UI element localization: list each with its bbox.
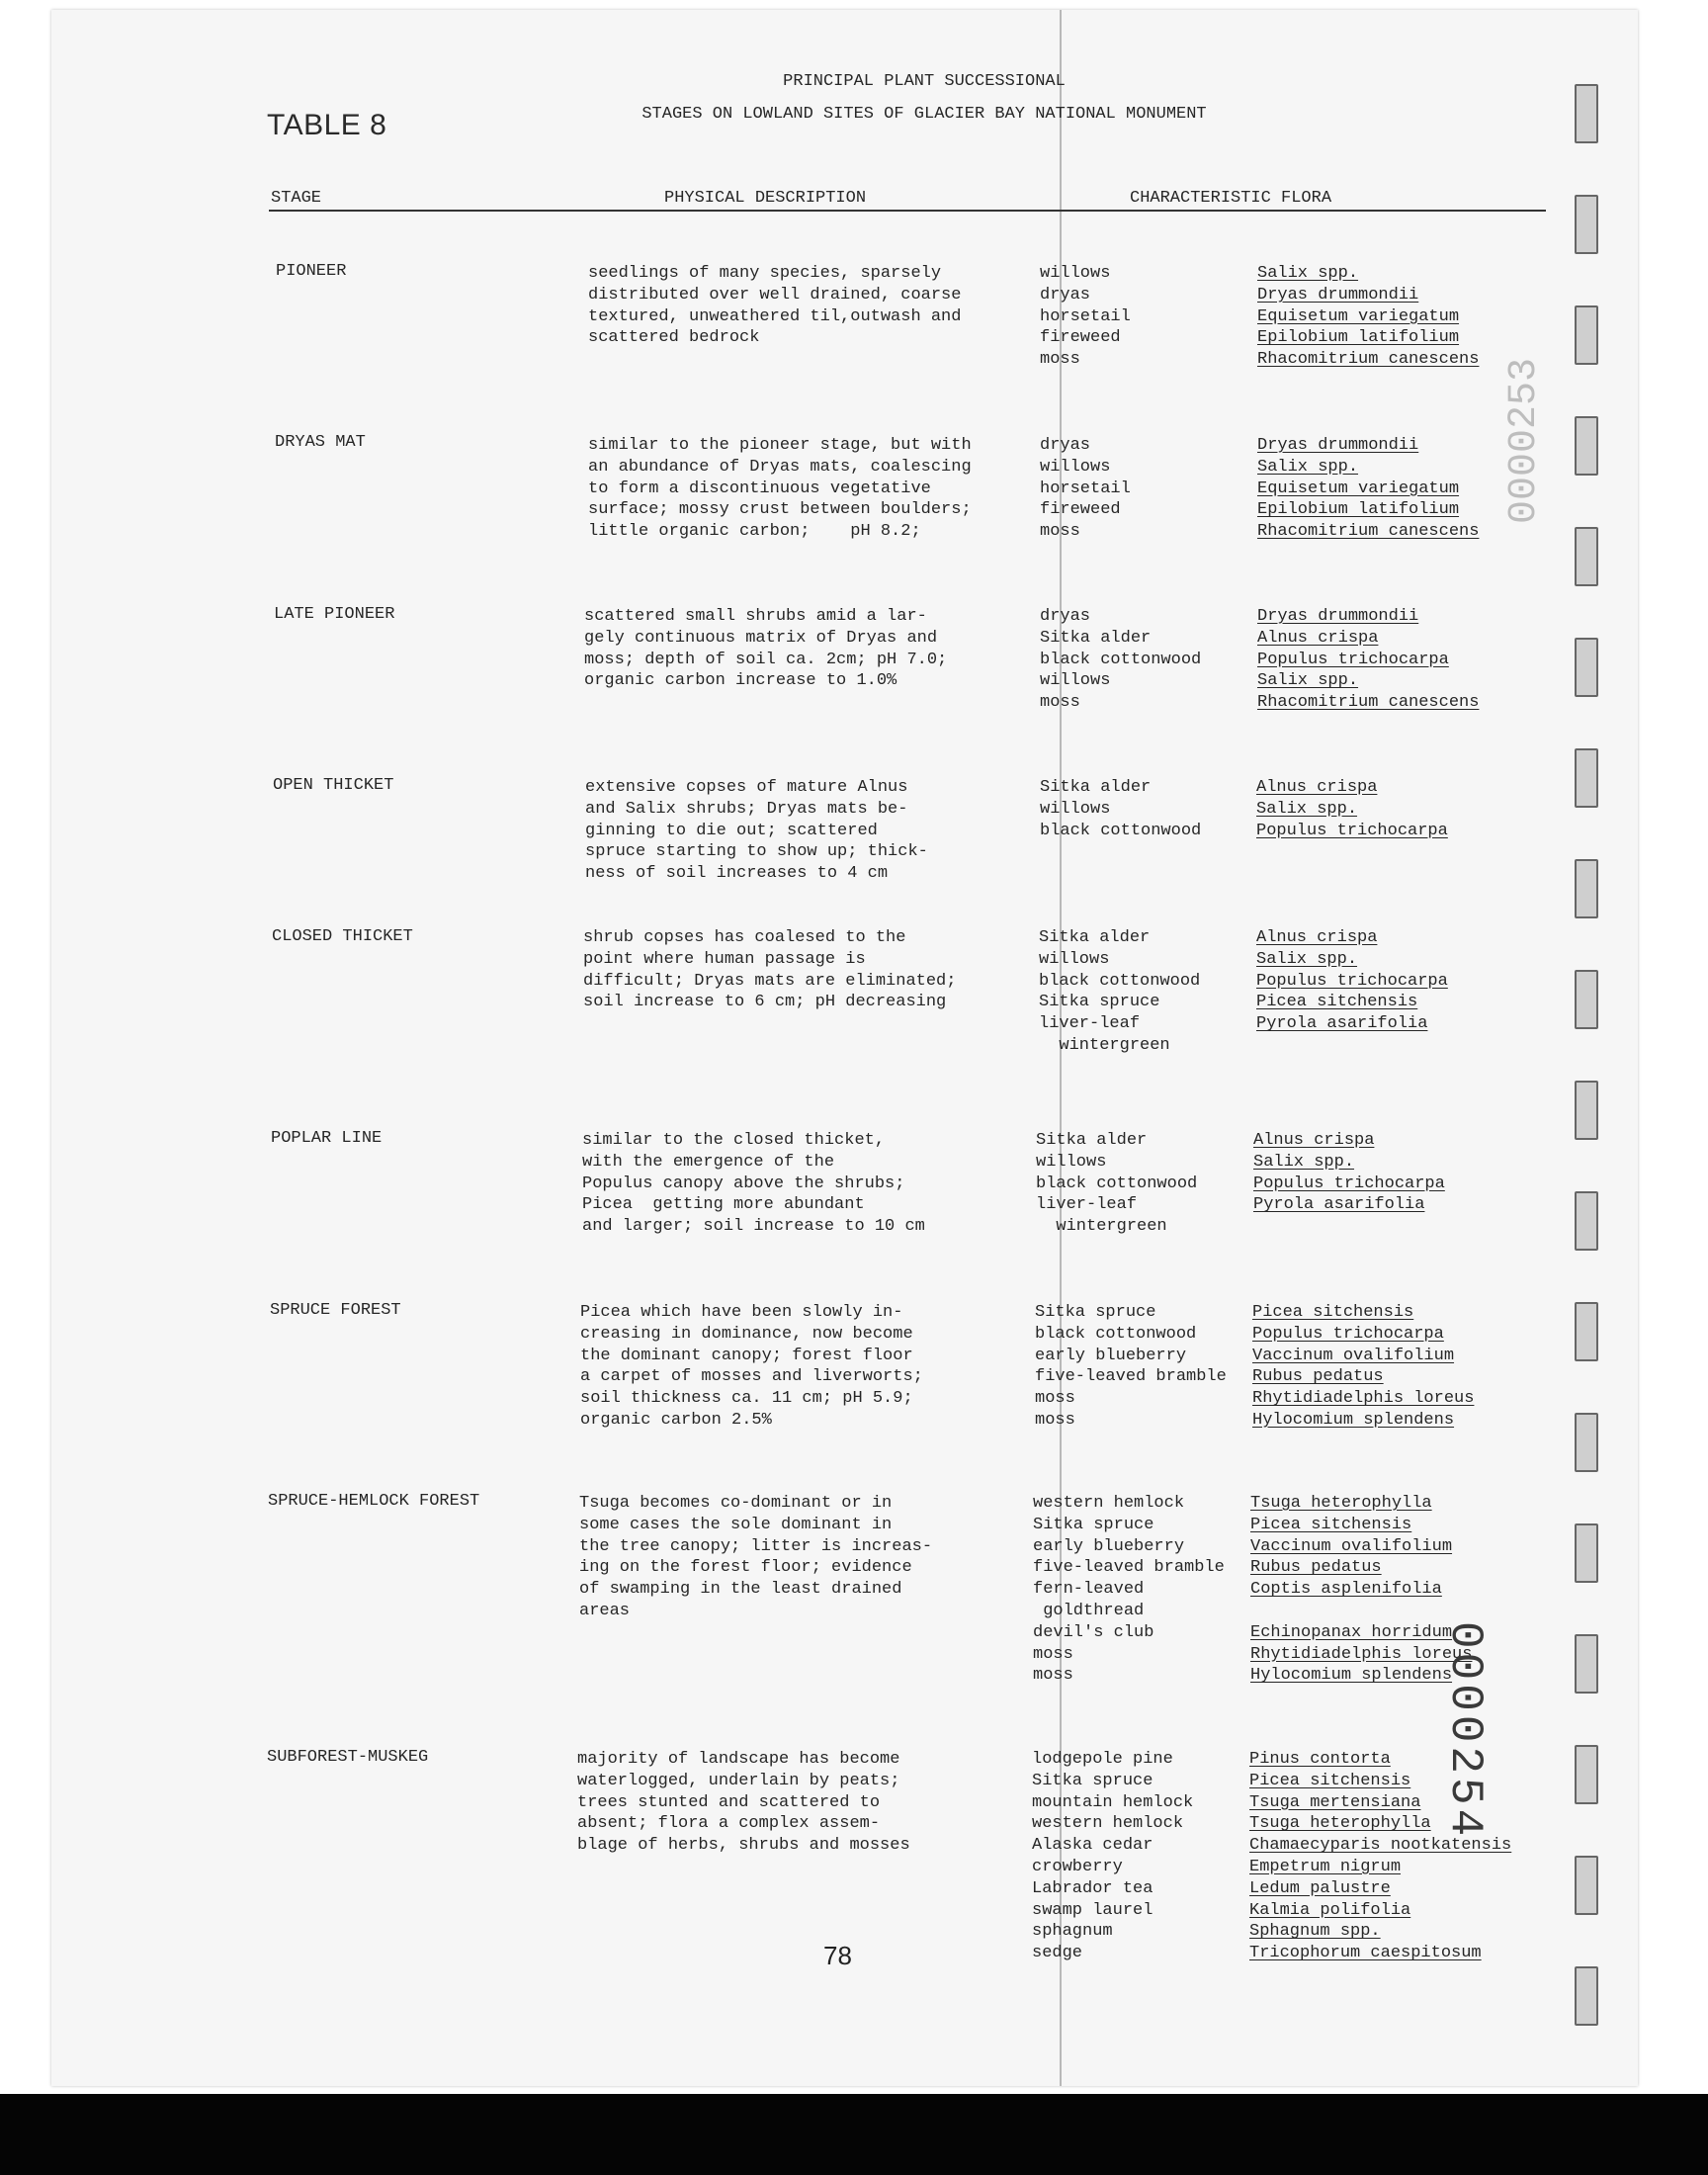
stage-name: DRYAS MAT: [275, 433, 366, 452]
binding-slot: [1575, 1191, 1598, 1251]
flora-scientific-names: Picea sitchensis Populus trichocarpa Vaccinum ovalifolium Rubus pedatus Rhytidiadelphis loreus Hylocomium splendens: [1252, 1303, 1475, 1430]
binding-slot: [1575, 1745, 1598, 1804]
flora-common-names: Sitka alder willows black cottonwood Sitka spruce liver-leaf wintergreen: [1039, 928, 1201, 1055]
scanner-bottom-band: [0, 2094, 1708, 2175]
flora-scientific-names: Dryas drummondii Salix spp. Equisetum variegatum Epilobium latifolium Rhacomitrium canescens: [1257, 436, 1480, 542]
stage-name: OPEN THICKET: [273, 776, 394, 795]
page-stamp-number: 0000254: [1439, 1621, 1491, 1841]
binding-slot: [1575, 1634, 1598, 1694]
binding-slot: [1575, 1523, 1598, 1583]
binding-slot: [1575, 748, 1598, 808]
binding-holes: [1575, 84, 1598, 2061]
binding-slot: [1575, 416, 1598, 476]
flora-scientific-names: Tsuga heterophylla Picea sitchensis Vaccinum ovalifolium Rubus pedatus Coptis asplenifolia Echinopanax horridum Rhytidiadelphis loreus Hylocomium splendens: [1250, 1494, 1473, 1686]
faint-page-stamp: 0000253: [1502, 357, 1547, 524]
column-header-stage: STAGE: [271, 189, 322, 208]
flora-scientific-names: Alnus crispa Salix spp. Populus trichocarpa: [1256, 778, 1448, 840]
binding-slot: [1575, 527, 1598, 586]
binding-slot: [1575, 1856, 1598, 1915]
stage-name: LATE PIONEER: [274, 605, 395, 624]
physical-description: Tsuga becomes co-dominant or in some cases the sole dominant in the tree canopy; litter is increas- ing on the forest floor; evidence of swamping in the least drained areas: [579, 1494, 933, 1620]
binding-slot: [1575, 84, 1598, 143]
page-number: 78: [823, 1941, 852, 1970]
flora-scientific-names: Alnus crispa Salix spp. Populus trichocarpa Pyrola asarifolia: [1253, 1131, 1445, 1215]
physical-description: majority of landscape has become waterlogged, underlain by peats; trees stunted and scattered to absent; flora a complex assem- blage of herbs, shrubs and mosses: [577, 1750, 910, 1856]
stage-name: SPRUCE-HEMLOCK FOREST: [268, 1492, 480, 1511]
stage-name: CLOSED THICKET: [272, 927, 413, 946]
flora-common-names: dryas Sitka alder black cottonwood willows moss: [1040, 607, 1202, 713]
flora-common-names: Sitka spruce black cottonwood early blueberry five-leaved bramble moss moss: [1035, 1303, 1227, 1430]
table-title-line1: PRINCIPAL PLANT SUCCESSIONAL: [783, 72, 1066, 91]
binding-slot: [1575, 195, 1598, 254]
physical-description: extensive copses of mature Alnus and Salix shrubs; Dryas mats be- ginning to die out; scattered spruce starting to show up; thick- ness of soil increases to 4 cm: [585, 778, 928, 884]
binding-slot: [1575, 305, 1598, 365]
physical-description: seedlings of many species, sparsely distributed over well drained, coarse textured, unweathered til,outwash and scattered bedrock: [588, 264, 962, 348]
binding-slot: [1575, 1413, 1598, 1472]
binding-slot: [1575, 859, 1598, 918]
binding-slot: [1575, 970, 1598, 1029]
flora-common-names: Sitka alder willows black cottonwood liver-leaf wintergreen: [1036, 1131, 1198, 1237]
flora-scientific-names: Salix spp. Dryas drummondii Equisetum variegatum Epilobium latifolium Rhacomitrium canescens: [1257, 264, 1480, 370]
flora-common-names: Sitka alder willows black cottonwood: [1040, 778, 1202, 840]
physical-description: shrub copses has coalesed to the point where human passage is difficult; Dryas mats are eliminated; soil increase to 6 cm; pH decreasing: [583, 928, 957, 1012]
physical-description: Picea which have been slowly in- creasing in dominance, now become the dominant canopy; forest floor a carpet of mosses and liverworts; soil thickness ca. 11 cm; pH 5.9; organic carbon 2.5%: [580, 1303, 923, 1430]
flora-common-names: willows dryas horsetail fireweed moss: [1040, 264, 1131, 370]
flora-common-names: dryas willows horsetail fireweed moss: [1040, 436, 1131, 542]
flora-scientific-names: Pinus contorta Picea sitchensis Tsuga mertensiana Tsuga heterophylla Chamaecyparis nootkatensis Empetrum nigrum Ledum palustre Kalmia polifolia Sphagnum spp. Tricophorum caespitosum: [1249, 1750, 1512, 1963]
stage-name: SPRUCE FOREST: [270, 1301, 401, 1320]
flora-scientific-names: Dryas drummondii Alnus crispa Populus trichocarpa Salix spp. Rhacomitrium canescens: [1257, 607, 1480, 713]
table-title-line2: STAGES ON LOWLAND SITES OF GLACIER BAY NATIONAL MONUMENT: [641, 105, 1207, 124]
flora-scientific-names: Alnus crispa Salix spp. Populus trichocarpa Picea sitchensis Pyrola asarifolia: [1256, 928, 1448, 1034]
stage-name: SUBFOREST-MUSKEG: [267, 1748, 429, 1767]
physical-description: similar to the closed thicket, with the emergence of the Populus canopy above the shrubs; Picea getting more abundant and larger; soil increase to 10 cm: [582, 1131, 925, 1237]
binding-slot: [1575, 1966, 1598, 2026]
header-rule: [269, 210, 1546, 212]
stage-name: POPLAR LINE: [271, 1129, 383, 1148]
binding-slot: [1575, 1081, 1598, 1140]
binding-slot: [1575, 638, 1598, 697]
column-header-characteristic-flora: CHARACTERISTIC FLORA: [1130, 189, 1332, 208]
flora-common-names: western hemlock Sitka spruce early blueberry five-leaved bramble fern-leaved goldthread devil's club moss moss: [1033, 1494, 1225, 1686]
table-label: TABLE 8: [267, 109, 387, 141]
physical-description: scattered small shrubs amid a lar- gely continuous matrix of Dryas and moss; depth of soil ca. 2cm; pH 7.0; organic carbon increase to 1.0%: [584, 607, 948, 691]
binding-slot: [1575, 1302, 1598, 1361]
flora-common-names: lodgepole pine Sitka spruce mountain hemlock western hemlock Alaska cedar crowberry Labrador tea swamp laurel sphagnum sedge: [1032, 1750, 1194, 1963]
column-header-physical-description: PHYSICAL DESCRIPTION: [664, 189, 867, 208]
physical-description: similar to the pioneer stage, but with an abundance of Dryas mats, coalescing to form a discontinuous vegetative surface; mossy crust between boulders; little organic carbon; pH 8.2;: [588, 436, 972, 542]
stage-name: PIONEER: [276, 262, 347, 281]
